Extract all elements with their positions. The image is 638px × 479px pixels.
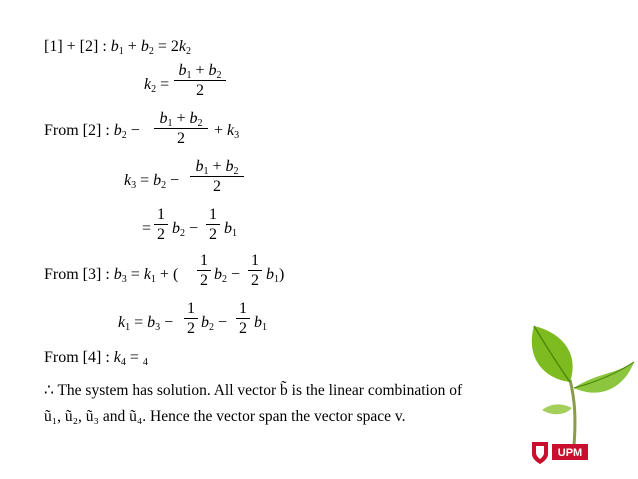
- fraction: [154, 206, 168, 243]
- subscript: 1: [232, 228, 237, 239]
- var-b: b: [113, 266, 122, 283]
- subscript: 1: [186, 70, 192, 81]
- fraction: [184, 300, 198, 337]
- var-b: b: [266, 266, 274, 283]
- conclusion-line-1: ∴ The system has solution. All vector b̃ is the linear combination of: [44, 382, 463, 399]
- equation-sum-12: [44, 38, 191, 56]
- subscript: 2: [151, 84, 157, 95]
- subscript: 1: [203, 166, 209, 177]
- subscript: 4: [120, 357, 126, 368]
- denominator: 2: [200, 272, 208, 289]
- operator: =: [130, 266, 140, 283]
- var-k: k: [118, 314, 126, 331]
- equation-from-4: [44, 349, 148, 367]
- subscript: 2: [185, 46, 191, 57]
- fraction-bar: [184, 318, 198, 319]
- var-b: b: [201, 314, 209, 331]
- term: [201, 314, 227, 332]
- var-b: b: [113, 122, 122, 139]
- plant-sprout-image: [520, 318, 638, 448]
- subscript: 2: [209, 322, 214, 333]
- var-k: k: [143, 266, 151, 283]
- term: [254, 314, 267, 332]
- numerator: 1: [157, 206, 165, 223]
- logo-text: UPM: [557, 447, 583, 459]
- fraction: [174, 62, 226, 99]
- fraction-bar: [154, 224, 168, 225]
- operator: +: [176, 110, 186, 127]
- subscript: 3: [131, 180, 137, 191]
- conclusion-line-2: ũ₁, ũ₂, ũ₃ and ũ₄. Hence the vector span the vector space v.: [44, 408, 406, 425]
- fraction: [190, 158, 244, 195]
- fraction-bar: [236, 318, 250, 319]
- subscript: 2: [222, 274, 227, 285]
- subscript: 3: [121, 274, 127, 285]
- denominator: 2: [209, 226, 217, 243]
- eq-ref: From [2] :: [44, 122, 110, 139]
- operator: +: [212, 158, 222, 175]
- fraction: [236, 300, 250, 337]
- var-b: b: [254, 314, 262, 331]
- subscript: 4: [142, 357, 148, 368]
- operator: +: [214, 122, 224, 139]
- subscript: 2: [148, 46, 154, 57]
- fraction: [206, 206, 220, 243]
- operator: =: [140, 172, 150, 189]
- equation-from-3: [44, 266, 178, 284]
- term: [172, 220, 198, 238]
- subscript: 1: [274, 274, 279, 285]
- numerator: 1: [239, 300, 247, 317]
- subscript: 1: [125, 322, 131, 333]
- denominator: 2: [196, 82, 204, 99]
- term: [214, 266, 240, 284]
- subscript: 2: [216, 70, 222, 81]
- equation-k1: [118, 314, 173, 332]
- term: [224, 220, 237, 238]
- operator: =: [142, 220, 152, 237]
- var-b: b: [147, 314, 156, 331]
- eq-ref: From [4] :: [44, 349, 110, 366]
- var-b: b: [140, 38, 149, 55]
- subscript: 3: [234, 130, 240, 141]
- subscript: 2: [161, 180, 167, 191]
- var-k: k: [178, 38, 186, 55]
- var-k: k: [124, 172, 132, 189]
- operator: ): [279, 266, 285, 283]
- operator: +: [127, 38, 137, 55]
- operator: −: [170, 172, 180, 189]
- var-k: k: [227, 122, 235, 139]
- operator: =: [160, 76, 170, 93]
- equation-k3-simplified: [142, 220, 151, 238]
- subscript: 2: [180, 228, 185, 239]
- fraction-bar: [248, 270, 262, 271]
- var-b: b: [214, 266, 222, 283]
- var-b: b: [172, 220, 180, 237]
- numerator: 1: [251, 252, 259, 269]
- subscript: 1: [118, 46, 124, 57]
- subscript: 1: [167, 118, 173, 129]
- subscript: 1: [150, 274, 156, 285]
- fraction: [154, 110, 208, 147]
- subscript: 1: [262, 322, 267, 333]
- fraction-bar: [197, 270, 211, 271]
- operator: −: [231, 266, 241, 283]
- operator: + (: [159, 266, 179, 283]
- denominator: 2: [187, 320, 195, 337]
- numerator: 1: [209, 206, 217, 223]
- var-b: b: [110, 38, 119, 55]
- denominator: 2: [157, 226, 165, 243]
- term: [266, 266, 284, 284]
- eq-ref: [1] + [2] :: [44, 38, 107, 55]
- crest-icon: [528, 438, 592, 466]
- var-b: b: [189, 110, 198, 127]
- var-b: b: [224, 220, 232, 237]
- operator: −: [218, 314, 228, 331]
- denominator: 2: [251, 272, 259, 289]
- equation-from-2-tail: [214, 122, 239, 140]
- var-k: k: [144, 76, 152, 93]
- denominator: 2: [177, 130, 185, 147]
- operator: −: [130, 122, 140, 139]
- equation-k2: [144, 76, 169, 94]
- fraction-bar: [206, 224, 220, 225]
- eq-ref: From [3] :: [44, 266, 110, 283]
- equation-from-2: [44, 122, 140, 140]
- var-b: b: [159, 110, 168, 127]
- var-b: b: [178, 62, 187, 79]
- var-b: b: [208, 62, 217, 79]
- operator: =: [129, 349, 139, 366]
- subscript: 3: [155, 322, 161, 333]
- var-b: b: [195, 158, 204, 175]
- fraction: [248, 252, 262, 289]
- subscript: 2: [233, 166, 239, 177]
- operator: =: [134, 314, 144, 331]
- subscript: 2: [121, 130, 127, 141]
- numerator: 1: [200, 252, 208, 269]
- operator: −: [189, 220, 199, 237]
- operator: +: [195, 62, 205, 79]
- var-b: b: [153, 172, 162, 189]
- equation-k3: [124, 172, 179, 190]
- numerator: 1: [187, 300, 195, 317]
- operator: −: [164, 314, 174, 331]
- denominator: 2: [213, 178, 221, 195]
- upm-logo: [528, 438, 592, 466]
- denominator: 2: [239, 320, 247, 337]
- var-b: b: [225, 158, 234, 175]
- var-k: k: [113, 349, 121, 366]
- subscript: 2: [197, 118, 203, 129]
- fraction: [197, 252, 211, 289]
- operator: = 2: [157, 38, 179, 55]
